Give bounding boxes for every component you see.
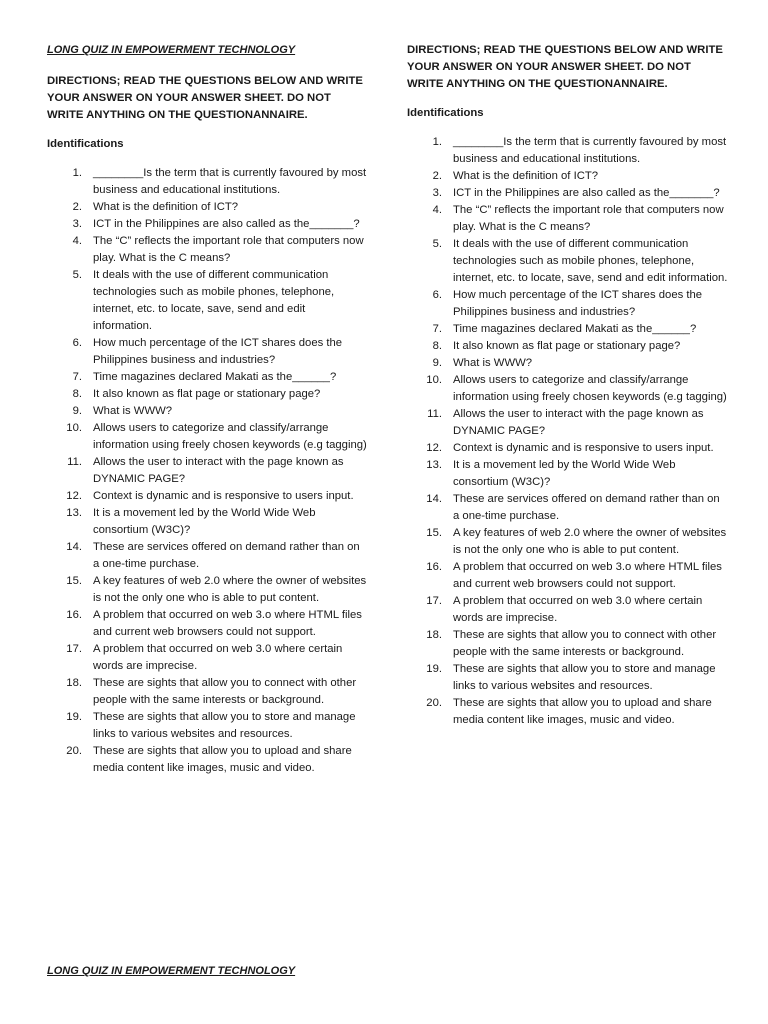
question-item (407, 355, 729, 372)
question-number: 20. (66, 745, 82, 757)
question-number: 20. (426, 697, 442, 709)
question-item (407, 134, 729, 168)
question-text: What is WWW? (453, 357, 533, 369)
question-number: 7. (72, 371, 82, 383)
question-text: What is the definition of ICT? (93, 201, 239, 213)
question-item (47, 403, 367, 420)
question-text: The “C” reflects the important role that computers now play. What is the C means? (93, 235, 364, 264)
question-text: These are sights that allow you to upload and share media content like images, music and video. (93, 745, 352, 774)
question-number: 2. (72, 201, 82, 213)
question-item (47, 267, 367, 335)
question-text: How much percentage of the ICT shares does the Philippines business and industries? (453, 289, 703, 318)
quiz-title: LONG QUIZ IN EMPOWERMENT TECHNOLOGY (47, 44, 296, 56)
question-number: 12. (426, 442, 442, 454)
question-number: 12. (66, 490, 82, 502)
section-heading: Identifications (407, 107, 484, 119)
question-number: 10. (426, 374, 442, 386)
question-text: These are sights that allow you to connect with other people with the same interests or background. (453, 629, 717, 658)
question-number: 1. (72, 167, 82, 179)
question-number: 13. (426, 459, 442, 471)
question-item (47, 165, 367, 199)
question-number: 19. (66, 711, 82, 723)
question-item (407, 491, 729, 525)
question-number: 16. (426, 561, 442, 573)
question-number: 15. (66, 575, 82, 587)
right-quiz-column (407, 42, 729, 729)
question-text: These are sights that allow you to upload and share media content like images, music and video. (453, 697, 712, 726)
question-text: Time magazines declared Makati as the______? (453, 323, 697, 335)
question-item (47, 573, 367, 607)
question-text: Context is dynamic and is responsive to users input. (453, 442, 714, 454)
directions-text: DIRECTIONS; READ THE QUESTIONS BELOW AND WRITE YOUR ANSWER ON YOUR ANSWER SHEET. DO NOT WRITE ANYTHING ON THE QUESTIONANNAIRE. (407, 44, 723, 90)
question-number: 9. (72, 405, 82, 417)
question-item (407, 593, 729, 627)
question-number: 3. (432, 187, 442, 199)
question-text: What is the definition of ICT? (453, 170, 599, 182)
question-item (47, 539, 367, 573)
question-text: It deals with the use of different communication technologies such as mobile phones, telephone, internet, etc. to locate, save, send and edit information. (93, 269, 335, 332)
footer-quiz-title: LONG QUIZ IN EMPOWERMENT TECHNOLOGY (47, 965, 296, 977)
question-item (47, 386, 367, 403)
question-number: 9. (432, 357, 442, 369)
question-number: 11. (67, 456, 82, 468)
directions-text: DIRECTIONS; READ THE QUESTIONS BELOW AND WRITE YOUR ANSWER ON YOUR ANSWER SHEET. DO NOT WRITE ANYTHING ON THE QUESTIONANNAIRE. (47, 75, 363, 121)
question-text: Time magazines declared Makati as the______? (93, 371, 337, 383)
question-text: A problem that occurred on web 3.0 where certain words are imprecise. (93, 643, 343, 672)
left-quiz-column (47, 42, 367, 777)
question-number: 18. (426, 629, 442, 641)
question-number: 4. (432, 204, 442, 216)
question-text: These are services offered on demand rather than on a one-time purchase. (93, 541, 360, 570)
question-number: 8. (432, 340, 442, 352)
question-number: 5. (432, 238, 442, 250)
question-text: How much percentage of the ICT shares does the Philippines business and industries? (93, 337, 343, 366)
question-number: 5. (72, 269, 82, 281)
question-text: It also known as flat page or stationary page? (93, 388, 321, 400)
question-item (407, 202, 729, 236)
question-number: 13. (66, 507, 82, 519)
question-text: A problem that occurred on web 3.o where HTML files and current web browsers could not support. (453, 561, 722, 590)
question-item (407, 406, 729, 440)
question-item (47, 488, 367, 505)
question-text: Allows users to categorize and classify/arrange information using freely chosen keywords (e.g tagging) (453, 374, 727, 403)
question-text: A key features of web 2.0 where the owner of websites is not the only one who is able to put content. (453, 527, 727, 556)
question-item (407, 661, 729, 695)
question-item (407, 236, 729, 287)
question-text: The “C” reflects the important role that computers now play. What is the C means? (453, 204, 724, 233)
question-text: A problem that occurred on web 3.o where HTML files and current web browsers could not support. (93, 609, 362, 638)
question-text: Allows users to categorize and classify/arrange information using freely chosen keywords (e.g tagging) (93, 422, 367, 451)
question-text: Allows the user to interact with the page known as DYNAMIC PAGE? (93, 456, 344, 485)
question-text: What is WWW? (93, 405, 173, 417)
question-text: ________Is the term that is currently favoured by most business and educational institutions. (93, 167, 367, 196)
question-number: 17. (426, 595, 442, 607)
question-text: These are sights that allow you to store and manage links to various websites and resources. (453, 663, 716, 692)
question-item (47, 335, 367, 369)
question-item (47, 233, 367, 267)
question-text: These are services offered on demand rather than on a one-time purchase. (453, 493, 720, 522)
question-text: Allows the user to interact with the page known as DYNAMIC PAGE? (453, 408, 704, 437)
question-item (407, 185, 729, 202)
question-item (47, 420, 367, 454)
question-number: 3. (72, 218, 82, 230)
question-text: Context is dynamic and is responsive to users input. (93, 490, 354, 502)
question-number: 14. (66, 541, 82, 553)
question-list (47, 165, 367, 777)
question-number: 8. (72, 388, 82, 400)
question-number: 14. (426, 493, 442, 505)
question-item (407, 559, 729, 593)
question-number: 11. (427, 408, 442, 420)
question-item (407, 321, 729, 338)
question-number: 6. (432, 289, 442, 301)
question-item (47, 607, 367, 641)
question-item (47, 709, 367, 743)
question-item (407, 627, 729, 661)
question-number: 17. (66, 643, 82, 655)
question-item (47, 675, 367, 709)
question-number: 1. (432, 136, 442, 148)
question-text: These are sights that allow you to connect with other people with the same interests or background. (93, 677, 357, 706)
question-text: ICT in the Philippines are also called as the_______? (453, 187, 720, 199)
question-number: 2. (432, 170, 442, 182)
question-item (47, 369, 367, 386)
question-item (47, 216, 367, 233)
question-item (407, 338, 729, 355)
question-item (407, 457, 729, 491)
question-list (407, 134, 729, 729)
question-text: It is a movement led by the World Wide Web consortium (W3C)? (93, 507, 316, 536)
question-text: It deals with the use of different communication technologies such as mobile phones, telephone, internet, etc. to locate, save, send and edit information. (453, 238, 728, 284)
question-item (407, 525, 729, 559)
question-text: ________Is the term that is currently favoured by most business and educational institutions. (453, 136, 727, 165)
question-text: It also known as flat page or stationary page? (453, 340, 681, 352)
question-item (407, 440, 729, 457)
section-heading: Identifications (47, 138, 124, 150)
question-text: ICT in the Philippines are also called as the_______? (93, 218, 360, 230)
question-item (47, 743, 367, 777)
question-item (407, 695, 729, 729)
question-number: 7. (432, 323, 442, 335)
question-number: 10. (66, 422, 82, 434)
question-number: 19. (426, 663, 442, 675)
question-number: 18. (66, 677, 82, 689)
question-text: A problem that occurred on web 3.0 where certain words are imprecise. (453, 595, 703, 624)
question-number: 16. (66, 609, 82, 621)
question-item (47, 454, 367, 488)
question-number: 4. (72, 235, 82, 247)
question-item (47, 199, 367, 216)
question-item (407, 287, 729, 321)
question-item (407, 168, 729, 185)
question-number: 6. (72, 337, 82, 349)
question-text: It is a movement led by the World Wide Web consortium (W3C)? (453, 459, 676, 488)
question-text: A key features of web 2.0 where the owner of websites is not the only one who is able to put content. (93, 575, 367, 604)
question-number: 15. (426, 527, 442, 539)
question-item (407, 372, 729, 406)
question-item (47, 505, 367, 539)
question-item (47, 641, 367, 675)
question-text: These are sights that allow you to store and manage links to various websites and resources. (93, 711, 356, 740)
